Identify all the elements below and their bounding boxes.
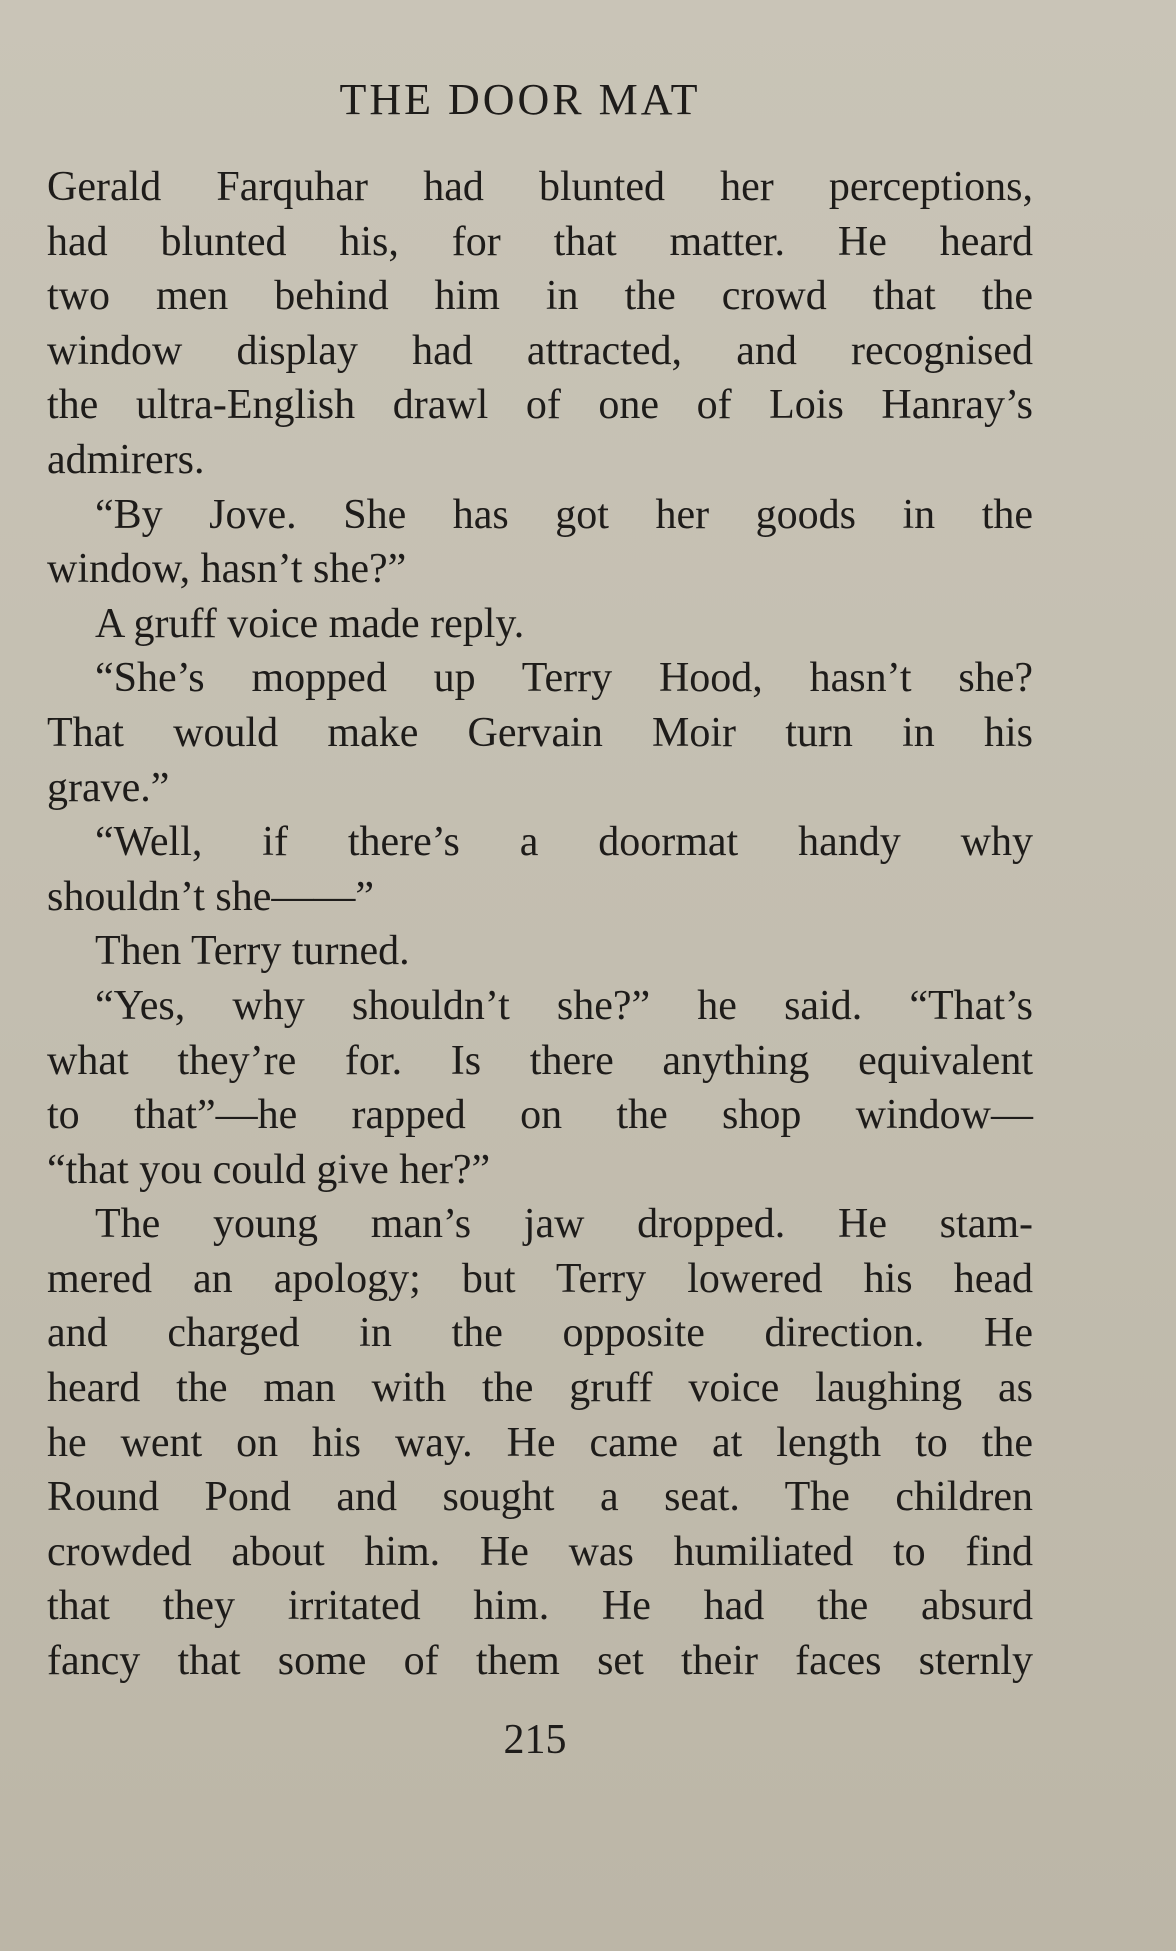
text-line: “By Jove. She has got her goods in the xyxy=(95,491,1033,538)
running-title: THE DOOR MAT xyxy=(339,75,701,124)
text-line: and charged in the opposite direction. He xyxy=(47,1310,1033,1357)
text-line: that they irritated him. He had the absurd xyxy=(47,1583,1033,1630)
text-line: crowded about him. He was humiliated to find xyxy=(47,1528,1033,1575)
text-line: fancy that some of them set their faces sternly xyxy=(47,1638,1033,1685)
text-line: A gruff voice made reply. xyxy=(95,600,525,647)
text-line: The young man’s jaw dropped. He stam- xyxy=(95,1201,1033,1248)
page-number: 215 xyxy=(503,1717,567,1763)
text-line: had blunted his, for that matter. He heard xyxy=(47,218,1033,265)
text-line: what they’re for. Is there anything equivalent xyxy=(47,1037,1033,1084)
text-line: admirers. xyxy=(47,436,205,483)
text-line: window display had attracted, and recognised xyxy=(47,327,1033,374)
text-line: “Yes, why shouldn’t she?” he said. “That’s xyxy=(95,982,1033,1029)
text-line: to that”—he rapped on the shop window— xyxy=(47,1092,1033,1139)
text-line: window, hasn’t she?” xyxy=(47,546,407,593)
text-line: shouldn’t she——” xyxy=(47,873,375,920)
text-line: two men behind him in the crowd that the xyxy=(47,273,1033,320)
body-text xyxy=(47,160,1033,1689)
text-line: Then Terry turned. xyxy=(95,928,410,975)
text-line: “that you could give her?” xyxy=(47,1146,491,1193)
text-line: “Well, if there’s a doormat handy why xyxy=(95,819,1033,866)
text-line: That would make Gervain Moir turn in his xyxy=(47,709,1033,756)
text-line: grave.” xyxy=(47,764,170,811)
text-line: mered an apology; but Terry lowered his head xyxy=(47,1255,1033,1302)
text-line: he went on his way. He came at length to the xyxy=(47,1419,1033,1466)
text-line: Round Pond and sought a seat. The children xyxy=(47,1474,1033,1521)
text-line: the ultra-English drawl of one of Lois Hanray’s xyxy=(47,382,1033,429)
text-line: Gerald Farquhar had blunted her perceptions, xyxy=(47,164,1033,210)
text-line: “She’s mopped up Terry Hood, hasn’t she? xyxy=(95,655,1033,702)
text-line: heard the man with the gruff voice laughing as xyxy=(47,1365,1033,1412)
